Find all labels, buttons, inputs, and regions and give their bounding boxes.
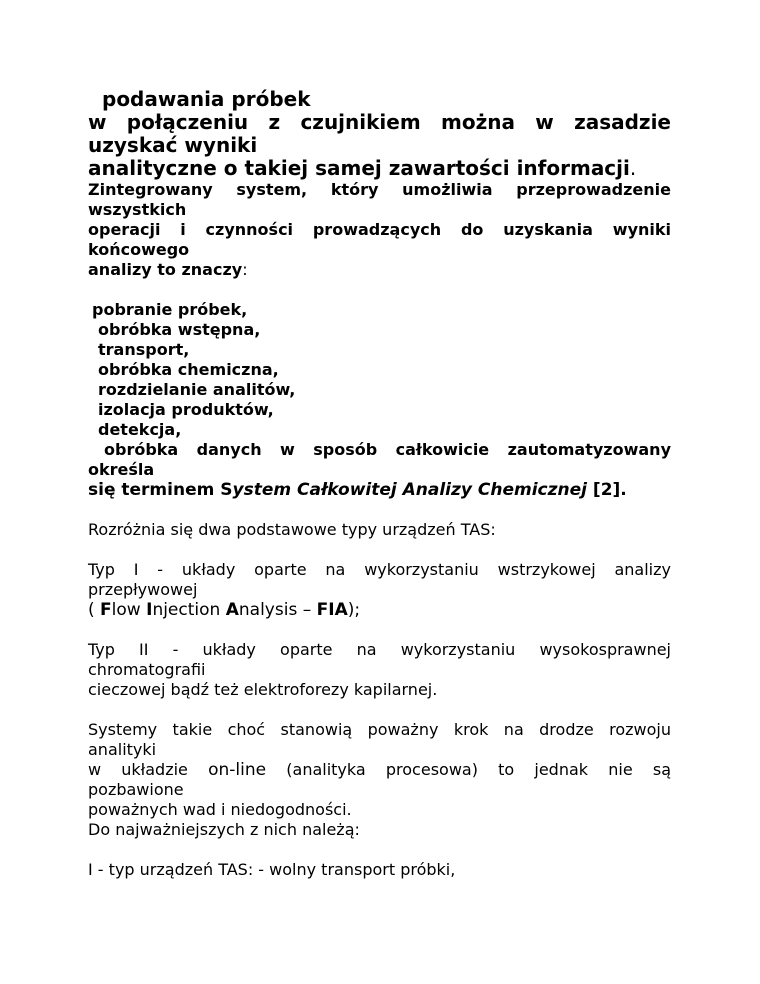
text-line: Systemy takie choć stanowią poważny krok na drodze rozwoju bbox=[88, 720, 671, 739]
text-line: operacji i czynności prowadzących do uzyskania wyniki bbox=[88, 220, 671, 239]
text-line: pozbawione bbox=[88, 780, 184, 799]
text-line: Do najważniejszych z nich należą: bbox=[88, 820, 360, 839]
text-span: się terminem bbox=[88, 480, 221, 500]
text-line bbox=[88, 260, 671, 280]
text-line: analityki bbox=[88, 740, 157, 759]
text-line: przepływowej bbox=[88, 580, 198, 599]
term-line bbox=[88, 480, 671, 500]
list-item: pobranie próbek, bbox=[92, 300, 248, 319]
text-span: (analityka procesowa) to jednak nie są bbox=[266, 760, 671, 779]
text-span: njection bbox=[152, 600, 226, 620]
list-item: obróbka danych w sposób całkowicie zautomatyzowany bbox=[104, 440, 671, 459]
abbreviation: FIA bbox=[316, 600, 348, 620]
list-item: transport, bbox=[98, 340, 190, 359]
text-span: F bbox=[100, 600, 112, 620]
text-span: on-line bbox=[208, 760, 267, 780]
text-line: wszystkich bbox=[88, 200, 187, 219]
list-item: izolacja produktów, bbox=[98, 400, 274, 419]
text-span: low bbox=[111, 600, 147, 620]
text-span: analizy to znaczy bbox=[88, 260, 243, 279]
text-span: I bbox=[146, 600, 153, 620]
list-item: obróbka chemiczna, bbox=[98, 360, 279, 379]
fia-line bbox=[88, 600, 671, 620]
list-item: obróbka wstępna, bbox=[98, 320, 261, 339]
text-span: ); bbox=[347, 600, 361, 620]
text-line: I - typ urządzeń TAS: - wolny transport próbki, bbox=[88, 860, 456, 879]
text-span: w układzie bbox=[88, 760, 209, 779]
text-line: określa bbox=[88, 460, 155, 479]
list-item: rozdzielanie analitów, bbox=[98, 380, 296, 399]
text-span: analityczne o takiej samej zawartości informacji bbox=[88, 156, 630, 180]
text-line: Rozróżnia się dwa podstawowe typy urządzeń TAS: bbox=[88, 520, 496, 539]
text-line: Typ II - układy oparte na wykorzystaniu wysokosprawnej bbox=[88, 640, 671, 659]
text-line: uzyskać wyniki bbox=[88, 133, 258, 157]
text-line: cieczowej bądź też elektroforezy kapilarnej. bbox=[88, 680, 438, 699]
text-line: Typ I - układy oparte na wykorzystaniu wstrzykowej analizy bbox=[88, 560, 671, 579]
text-span: nalysis – bbox=[238, 600, 317, 620]
text-span: . bbox=[629, 156, 637, 180]
spacer bbox=[88, 540, 671, 560]
list-item: detekcja, bbox=[98, 420, 182, 439]
spacer bbox=[88, 700, 671, 720]
spacer bbox=[88, 840, 671, 860]
text-line: chromatografii bbox=[88, 660, 206, 679]
term-italic: ystem Całkowitej Analizy Chemicznej bbox=[232, 480, 587, 500]
text-span: S bbox=[220, 480, 233, 500]
text-span: ( bbox=[88, 600, 101, 620]
spacer bbox=[88, 620, 671, 640]
text-span: : bbox=[242, 260, 248, 279]
text-line: poważnych wad i niedogodności. bbox=[88, 800, 352, 819]
document-body bbox=[88, 88, 671, 880]
citation: [2]. bbox=[587, 480, 627, 500]
text-span: A bbox=[225, 600, 239, 620]
spacer bbox=[88, 500, 671, 520]
text-line: końcowego bbox=[88, 240, 190, 259]
text-line: Zintegrowany system, który umożliwia przeprowadzenie bbox=[88, 180, 671, 199]
heading-line: podawania próbek bbox=[102, 87, 311, 111]
text-line: w połączeniu z czujnikiem można w zasadzie bbox=[88, 110, 671, 134]
text-line bbox=[88, 157, 671, 180]
spacer bbox=[88, 280, 671, 300]
text-line bbox=[88, 760, 671, 780]
